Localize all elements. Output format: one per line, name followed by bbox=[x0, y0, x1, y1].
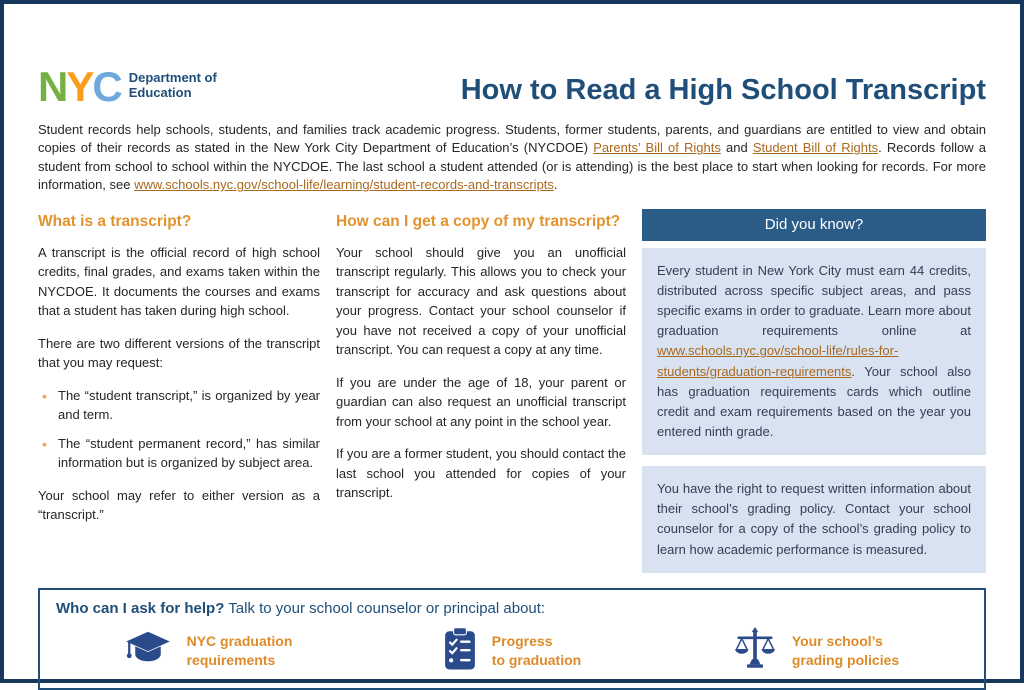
page-title: How to Read a High School Transcript bbox=[460, 74, 986, 106]
did-you-know-box-2: You have the right to request written information about their school’s grading policy. Contact your school counselor for a copy of the school’s grading policy to learn how academic performance is measured. bbox=[642, 466, 986, 573]
did-you-know-box-1 bbox=[642, 248, 986, 455]
help-item-progress-to-graduation bbox=[360, 627, 664, 676]
who-can-i-ask-for-help-box bbox=[38, 588, 986, 690]
help-title-bold: Who can I ask for help? bbox=[56, 599, 225, 617]
help-title bbox=[56, 600, 968, 617]
logo-letter-y: Y bbox=[66, 63, 93, 110]
help-item-grading-policies bbox=[664, 627, 968, 676]
what-paragraph-2: There are two different versions of the transcript that you may request: bbox=[38, 335, 320, 371]
help-label bbox=[792, 632, 899, 670]
logo-dept-line2: Education bbox=[128, 84, 192, 100]
list-item: • The “student transcript,” is organized by year and term. bbox=[42, 386, 320, 425]
dyk-box1-text-1: Every student in New York City must earn 44 credits, distributed across specific subject areas, and pass specific exams in order to graduate. Learn more about graduation requirements online at bbox=[657, 262, 971, 339]
help-label bbox=[187, 632, 293, 670]
what-paragraph-1: A transcript is the official record of high school credits, final grades, and exams taken within the NYCDOE. It documents the courses and exams that a student has taken during high school. bbox=[38, 244, 320, 319]
help-label-line2: to graduation bbox=[491, 652, 582, 669]
intro-text-1: Student records help schools, students, and families track academic progress. Students, former students, parents, and guardians are entitled to view and obtain copies of their records as stated in the New York City Department of Education’s (NYCDOE) bbox=[38, 122, 986, 156]
flyer-page bbox=[4, 4, 1020, 690]
dyk-box1-text-2: . Your school also has graduation requirements cards which outline credit and exam requirements based on the year you entered ninth grade. bbox=[657, 363, 971, 439]
what-heading: What is a transcript? bbox=[38, 212, 192, 230]
scales-icon bbox=[733, 627, 777, 676]
copy-heading: How can I get a copy of my transcript? bbox=[336, 212, 621, 230]
logo-letter-c: C bbox=[92, 63, 121, 110]
help-label-line2: requirements bbox=[186, 652, 276, 669]
intro-text-2: and bbox=[720, 140, 753, 156]
help-label-line1: NYC graduation bbox=[186, 633, 293, 650]
copy-paragraph-3: If you are a former student, you should contact the last school you attended for copies of your transcript. bbox=[336, 446, 626, 501]
intro-text-4: . bbox=[553, 177, 558, 193]
did-you-know-section bbox=[642, 209, 986, 573]
logo-dept-line1: Department of bbox=[128, 70, 217, 85]
help-items bbox=[56, 627, 968, 676]
logo-letter-n: N bbox=[38, 63, 67, 110]
list-item: • The “student permanent record,” has similar information but is organized by subject area. bbox=[42, 434, 320, 473]
graduation-cap-icon bbox=[124, 629, 172, 674]
student-bill-of-rights-link[interactable]: Student Bill of Rights bbox=[752, 140, 879, 156]
did-you-know-header: Did you know? bbox=[642, 209, 986, 241]
what-paragraph-3: Your school may refer to either version as a “transcript.” bbox=[38, 487, 320, 523]
student-records-url-link[interactable]: www.schools.nyc.gov/school-life/learning/student-records-and-transcripts bbox=[134, 177, 554, 193]
copy-paragraph-1: Your school should give you an unofficial transcript regularly. This allows you to check your transcript for accuracy and ask questions about your progress. Contact your school counselor if you have not received a copy of your unofficial transcript. You can request a copy at any time. bbox=[336, 244, 626, 358]
help-label-line2: grading policies bbox=[791, 652, 900, 669]
intro-text-3: . Records follow a student from school to school within the NYCDOE. The last school a student attended (or is attending) is the best place to start when looking for records. For more information, see bbox=[38, 140, 986, 193]
how-to-get-copy-section bbox=[336, 209, 626, 573]
nyc-logo-letters bbox=[38, 63, 121, 110]
help-title-rest: Talk to your school counselor or principal about: bbox=[228, 599, 546, 617]
transcript-versions-list bbox=[42, 386, 320, 473]
help-item-graduation-requirements bbox=[56, 627, 360, 676]
logo-department-text bbox=[129, 71, 217, 101]
header bbox=[38, 63, 986, 110]
nyc-doe-logo bbox=[38, 63, 217, 110]
copy-paragraph-2: If you are under the age of 18, your parent or guardian can also request an unofficial transcript from your school at any point in the school year. bbox=[336, 374, 626, 429]
parents-bill-of-rights-link[interactable]: Parents’ Bill of Rights bbox=[593, 140, 721, 156]
graduation-requirements-url-link[interactable]: www.schools.nyc.gov/school-life/rules-for-students/graduation-requirements bbox=[657, 343, 899, 379]
help-label-line1: Your school’s bbox=[791, 633, 883, 650]
intro-paragraph bbox=[38, 121, 986, 195]
what-is-a-transcript-section bbox=[38, 209, 320, 573]
help-label-line1: Progress bbox=[491, 633, 553, 650]
help-label bbox=[492, 632, 581, 670]
content-columns bbox=[38, 209, 986, 573]
checklist-icon bbox=[443, 627, 477, 676]
